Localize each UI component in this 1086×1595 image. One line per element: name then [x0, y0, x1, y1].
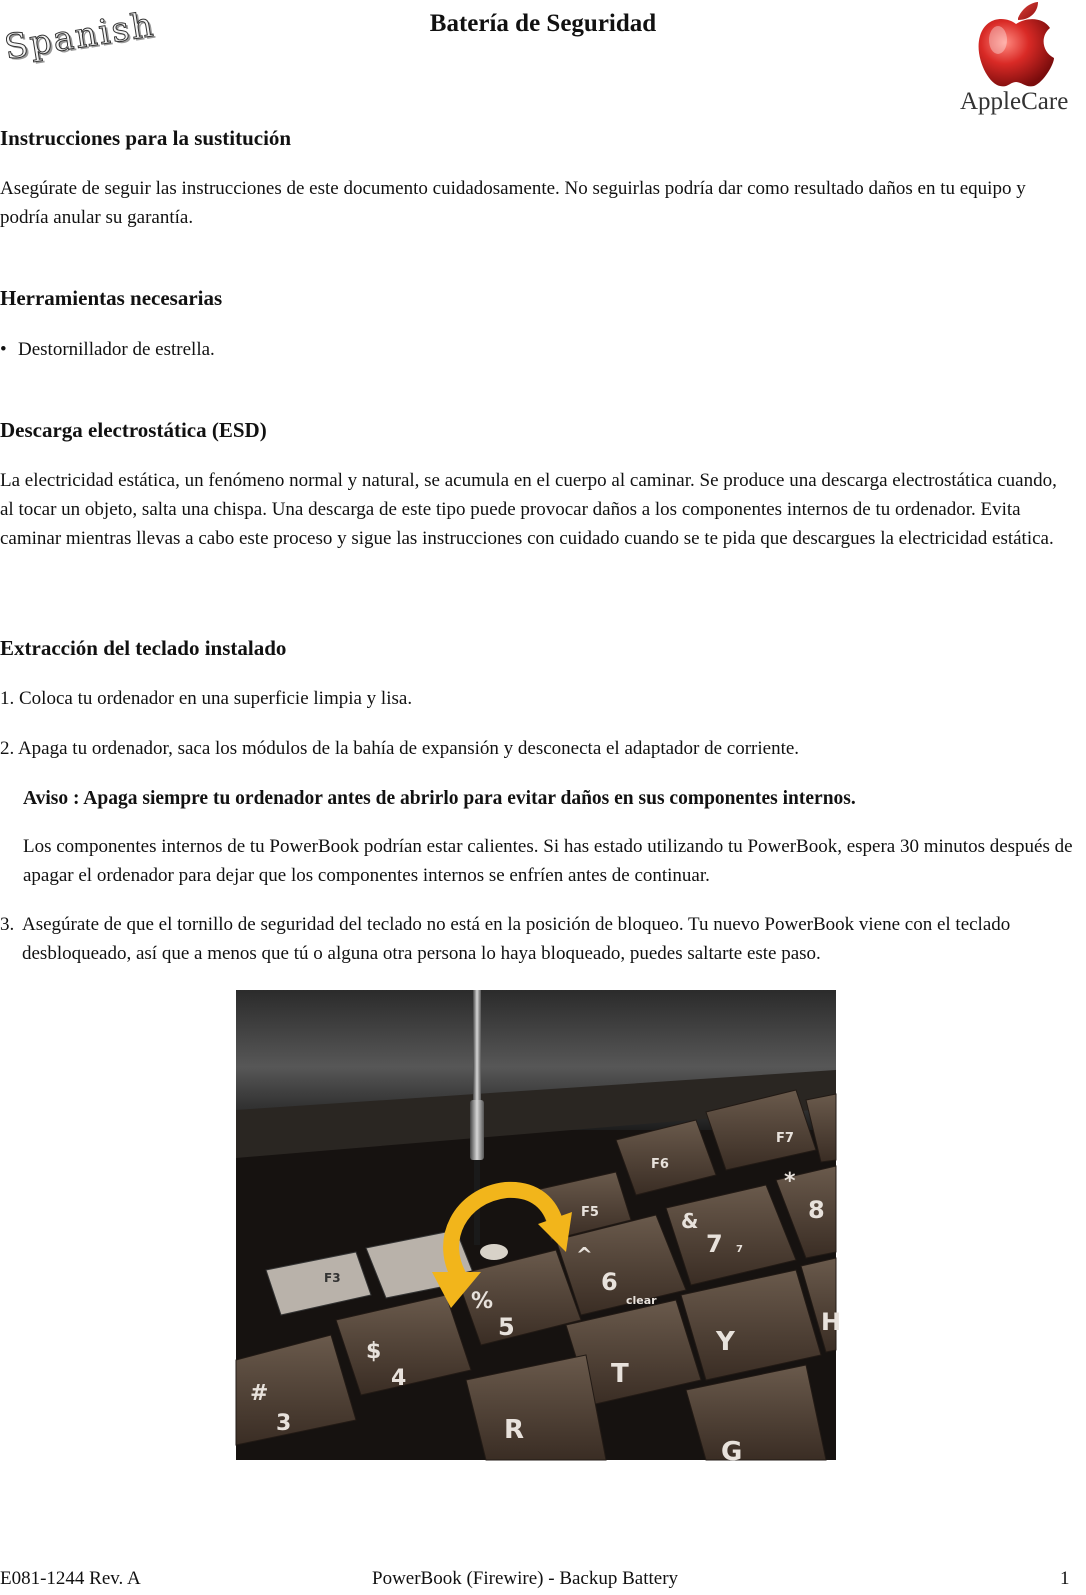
section-heading-tools: Herramientas necesarias — [0, 286, 223, 310]
section-heading-replacement: Instrucciones para la sustitución — [0, 126, 292, 150]
key-label-3: 3 — [276, 1411, 292, 1436]
warning-text: Aviso : Apaga siempre tu ordenador antes de abrirlo para evitar daños en sus componentes internos. — [23, 788, 856, 809]
key-label-h: H — [821, 1308, 842, 1336]
key-label-clear: clear — [626, 1294, 657, 1307]
apple-icon — [974, 0, 1058, 90]
key-label-keypad-7: 7 — [736, 1244, 743, 1255]
keyboard-screw-photo — [236, 990, 842, 1467]
key-label-f6: F6 — [651, 1157, 669, 1172]
key-label-percent: % — [471, 1289, 494, 1314]
key-label-7: 7 — [706, 1230, 723, 1258]
heat-note: Los componentes internos de tu PowerBook podrían estar calientes. Si has estado utilizando tu PowerBook, espera 30 minutos después de apagar el ordenador para dejar que los componentes internos se enfríen antes de continuar. — [23, 836, 1073, 886]
key-label-5: 5 — [498, 1313, 515, 1341]
key-label-caret: ^ — [576, 1243, 593, 1267]
applecare-wordmark: AppleCare — [960, 88, 1069, 115]
step-3: Asegúrate de que el tornillo de seguridad del teclado no está en la posición de bloqueo. Tu nuevo PowerBook viene con el teclado desbloqueado, así que a menos que tú o alguna otra persona lo haya bloqueado, puedes saltarte este paso. — [22, 914, 1011, 964]
key-label-8: 8 — [808, 1196, 825, 1224]
section-heading-keyboard: Extracción del teclado instalado — [0, 636, 287, 660]
key-label-asterisk: * — [784, 1169, 796, 1194]
key-label-g: G — [721, 1437, 743, 1467]
key-label-f3: F3 — [324, 1271, 341, 1285]
step-2: 2. Apaga tu ordenador, saca los módulos de la bahía de expansión y desconecta el adaptador de corriente. — [0, 738, 800, 759]
key-label-dollar: $ — [366, 1339, 382, 1364]
replacement-body: Asegúrate de seguir las instrucciones de este documento cuidadosamente. No seguirlas podría dar como resultado daños en tu equipo y podría anular su garantía. — [0, 178, 1026, 228]
key-label-ampersand: & — [681, 1209, 699, 1233]
language-stamp: Spanish — [1, 4, 158, 69]
keyboard-illustration — [236, 990, 842, 1467]
section-heading-esd: Descarga electrostática (ESD) — [0, 418, 267, 442]
footer-page-number: 1 — [1060, 1568, 1070, 1589]
footer-doc-id: E081-1244 Rev. A — [0, 1568, 141, 1589]
step-1: 1. Coloca tu ordenador en una superficie limpia y lisa. — [0, 688, 413, 709]
tools-item-text: Destornillador de estrella. — [18, 339, 215, 360]
key-label-f7: F7 — [776, 1131, 794, 1146]
page-title: Batería de Seguridad — [429, 10, 657, 37]
screwdriver-collar — [470, 1100, 484, 1160]
bullet-icon: • — [0, 339, 7, 360]
key-label-hash: # — [250, 1381, 269, 1406]
key-label-t: T — [611, 1359, 629, 1389]
key-label-r: R — [504, 1415, 525, 1445]
lock-screw — [480, 1244, 508, 1260]
key-label-6: 6 — [601, 1268, 618, 1296]
esd-body: La electricidad estática, un fenómeno normal y natural, se acumula en el cuerpo al caminar. Se produce una descarga electrostática cuando, al tocar un objeto, salta una chispa. Una descarga de este tipo puede provocar daños a los componentes internos de tu ordenador. Evita caminar mientras llevas a cabo este proceso y sigue las instrucciones con cuidado cuando se te pida que descargues la electricidad estática. — [0, 470, 1057, 549]
key-label-f5: F5 — [581, 1205, 599, 1220]
footer-product: PowerBook (Firewire) - Backup Battery — [372, 1568, 679, 1589]
applecare-logo — [960, 0, 1086, 122]
key-label-y: Y — [716, 1327, 735, 1357]
screwdriver-shaft — [473, 990, 481, 1110]
tools-list-item — [0, 335, 215, 364]
step-3-number: 3. — [0, 914, 15, 935]
key-label-4: 4 — [391, 1366, 407, 1391]
